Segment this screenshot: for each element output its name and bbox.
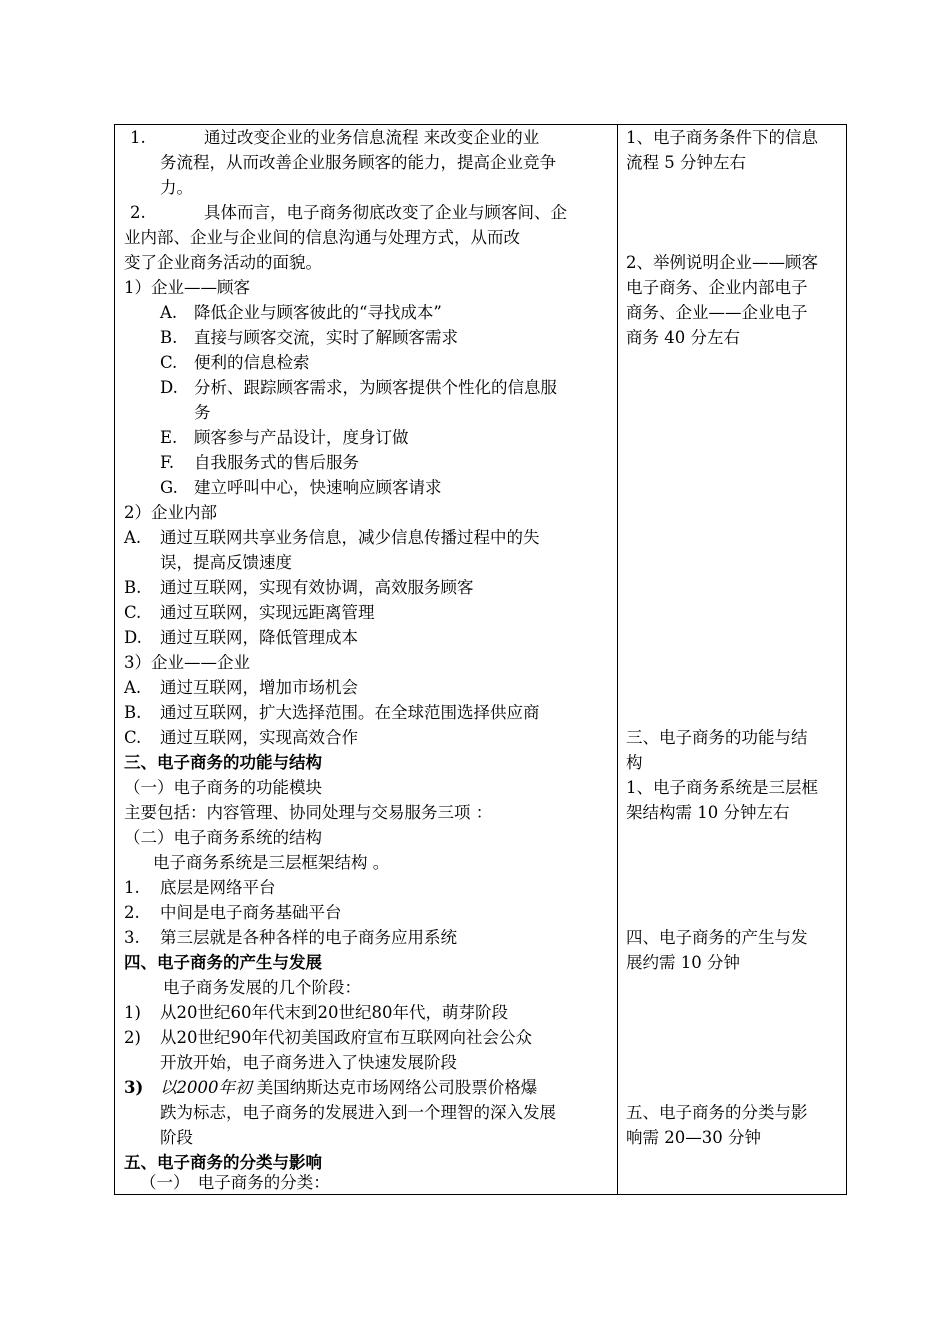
- note-5-line1: 五、电子商务的分类与影: [626, 1103, 808, 1122]
- s1-item-f-label: F.: [160, 453, 175, 472]
- note-3-line2: 构: [626, 753, 643, 772]
- heading-three: 三、电子商务的功能与结构: [124, 753, 322, 772]
- s2-item-a: 通过互联网共享业务信息，减少信息传播过程中的失: [160, 528, 540, 547]
- s1-item-e: 顾客参与产品设计，度身订做: [194, 428, 409, 447]
- s3-item-a-label: A.: [124, 678, 142, 697]
- para2-line3: 变了企业商务活动的面貌。: [124, 253, 322, 272]
- note-2-line4: 商务 40 分左右: [626, 328, 740, 347]
- note-4-line2: 展约需 10 分钟: [626, 953, 740, 972]
- stage-3-italic: 以2000年初: [160, 1078, 252, 1097]
- section2-title: 2）企业内部: [124, 503, 217, 522]
- stage-1: 从20世纪60年代末到20世纪80年代，萌芽阶段: [160, 1003, 508, 1022]
- s1-item-g-label: G.: [160, 478, 178, 497]
- para2-number: 2.: [130, 203, 146, 222]
- note-2-line3: 商务、企业——企业电子: [626, 303, 808, 322]
- s2-item-a-label: A.: [124, 528, 142, 547]
- s1-item-d-cont: 务: [194, 403, 211, 422]
- stage-1-label: 1): [124, 1003, 141, 1022]
- s2-item-d-label: D.: [124, 628, 142, 647]
- heading-five-sub1: （一） 电子商务的分类：: [140, 1173, 330, 1192]
- s3-item-a: 通过互联网，增加市场机会: [160, 678, 358, 697]
- note-4-line1: 四、电子商务的产生与发: [626, 928, 808, 947]
- section3-title: 3）企业——企业: [124, 653, 250, 672]
- note-5-line2: 响需 20—30 分钟: [626, 1128, 761, 1147]
- layer-3: 第三层就是各种各样的电子商务应用系统: [160, 928, 457, 947]
- heading-five: 五、电子商务的分类与影响: [124, 1153, 322, 1172]
- note-1-line1: 1、电子商务条件下的信息: [626, 128, 818, 147]
- para2-line2: 业内部、企业与企业间的信息沟通与处理方式，从而改: [124, 228, 520, 247]
- stage-3-text: 美国纳斯达克市场网络公司股票价格爆: [251, 1078, 538, 1097]
- s1-item-b: 直接与顾客交流，实时了解顾客需求: [194, 328, 458, 347]
- s1-item-e-label: E.: [160, 428, 178, 447]
- s3-item-b: 通过互联网，扩大选择范围。在全球范围选择供应商: [160, 703, 540, 722]
- stage-2-cont: 开放开始，电子商务进入了快速发展阶段: [160, 1053, 457, 1072]
- s1-item-c-label: C.: [160, 353, 178, 372]
- s2-item-c: 通过互联网，实现远距离管理: [160, 603, 375, 622]
- s3-item-c-label: C.: [124, 728, 142, 747]
- layer-1: 底层是网络平台: [160, 878, 276, 897]
- s2-item-d: 通过互联网，降低管理成本: [160, 628, 358, 647]
- s3-item-c: 通过互联网，实现高效合作: [160, 728, 358, 747]
- s1-item-a-label: A.: [160, 303, 178, 322]
- layer-3-label: 3.: [124, 928, 140, 947]
- note-2-line1: 2、举例说明企业——顾客: [626, 253, 818, 272]
- heading-four: 四、电子商务的产生与发展: [124, 953, 322, 972]
- para2-line1: 具体而言，电子商务彻底改变了企业与顾客间、企: [204, 203, 567, 222]
- heading-three-sub1: （一）电子商务的功能模块: [124, 778, 322, 797]
- heading-three-sub2: （二）电子商务系统的结构: [124, 828, 322, 847]
- s1-item-c: 便利的信息检索: [194, 353, 310, 372]
- s1-item-d-label: D.: [160, 378, 178, 397]
- s1-item-a: 降低企业与顾客彼此的“寻找成本”: [194, 303, 442, 322]
- s2-item-a-cont: 误，提高反馈速度: [160, 553, 292, 572]
- s2-item-b-label: B.: [124, 578, 142, 597]
- para1-line3: 力。: [160, 178, 193, 197]
- para1-number: 1.: [130, 128, 146, 147]
- note-2-line2: 电子商务、企业内部电子: [626, 278, 808, 297]
- s1-item-g: 建立呼叫中心，快速响应顾客请求: [194, 478, 442, 497]
- para1-line2: 务流程，从而改善企业服务顾客的能力，提高企业竞争: [160, 153, 556, 172]
- para1-line1: 通过改变企业的业务信息流程 来改变企业的业: [204, 128, 540, 147]
- note-3-line1: 三、电子商务的功能与结: [626, 728, 808, 747]
- s1-item-f: 自我服务式的售后服务: [194, 453, 359, 472]
- note-3-line4: 架结构需 10 分钟左右: [626, 803, 790, 822]
- stage-2: 从20世纪90年代初美国政府宣布互联网向社会公众: [160, 1028, 532, 1047]
- layer-2: 中间是电子商务基础平台: [160, 903, 342, 922]
- s3-item-b-label: B.: [124, 703, 142, 722]
- heading-three-desc: 电子商务系统是三层框架结构 。: [153, 853, 390, 872]
- heading-four-desc: 电子商务发展的几个阶段：: [163, 978, 361, 997]
- s1-item-b-label: B.: [160, 328, 178, 347]
- stage-3-cont2: 阶段: [160, 1128, 193, 1147]
- s2-item-b: 通过互联网，实现有效协调，高效服务顾客: [160, 578, 474, 597]
- section1-title: 1）企业——顾客: [124, 278, 250, 297]
- layer-2-label: 2.: [124, 903, 140, 922]
- stage-3-cont: 跌为标志，电子商务的发展进入到一个理智的深入发展: [160, 1103, 556, 1122]
- s1-item-d: 分析、跟踪顾客需求，为顾客提供个性化的信息服: [194, 378, 557, 397]
- note-1-line2: 流程 5 分钟左右: [626, 153, 746, 172]
- layer-1-label: 1.: [124, 878, 140, 897]
- stage-3-label: 3): [124, 1078, 144, 1097]
- stage-2-label: 2): [124, 1028, 141, 1047]
- heading-three-main: 主要包括：内容管理、协同处理与交易服务三项 ：: [124, 803, 493, 822]
- column-divider: [617, 125, 618, 1194]
- s2-item-c-label: C.: [124, 603, 142, 622]
- note-3-line3: 1、电子商务系统是三层框: [626, 778, 818, 797]
- stage-3: [160, 1078, 537, 1098]
